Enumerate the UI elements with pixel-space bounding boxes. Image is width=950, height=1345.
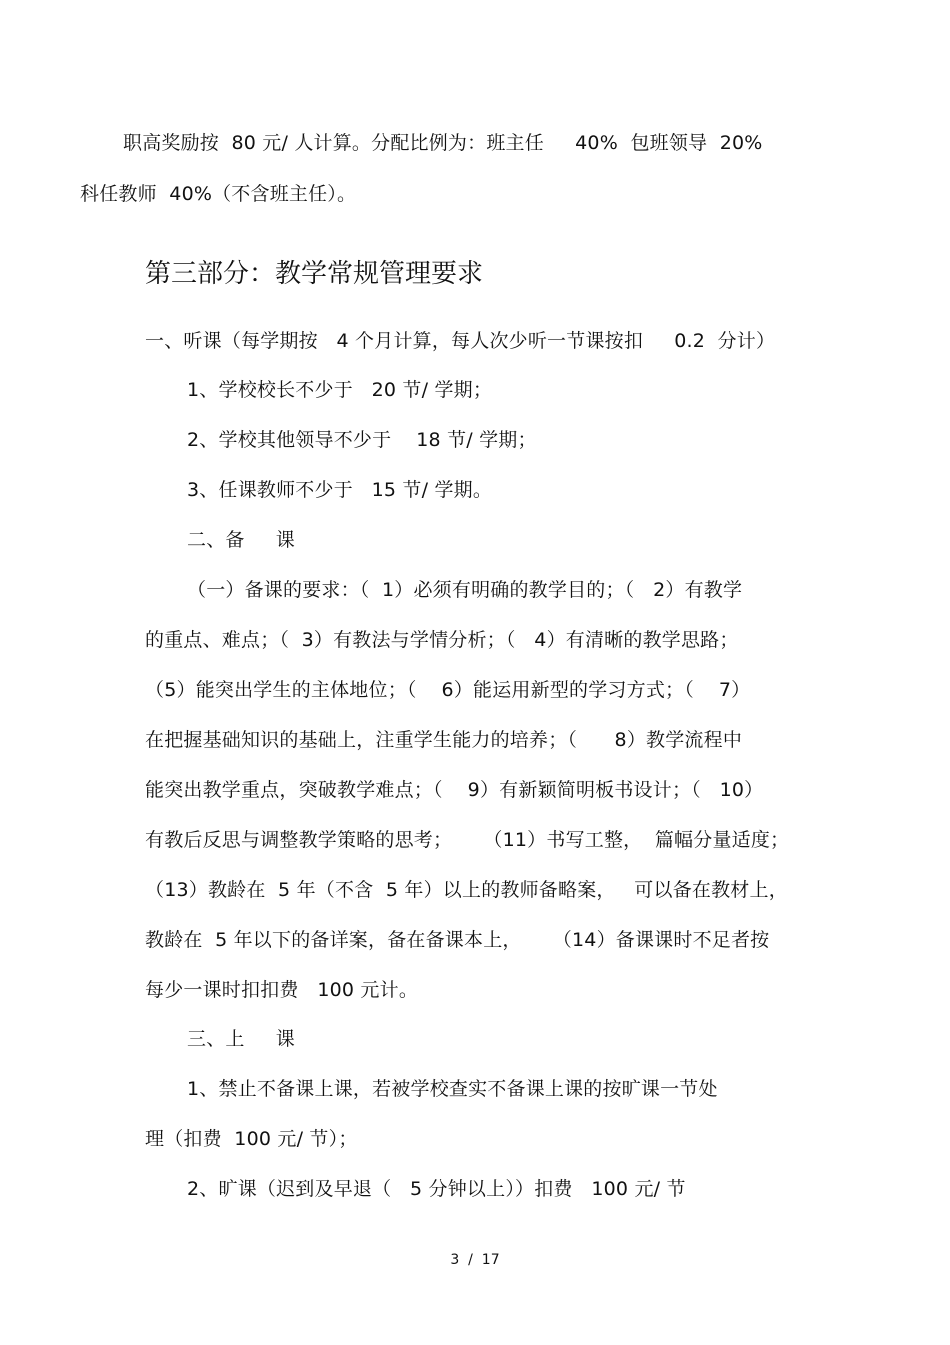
beike-line-4: 在把握基础知识的基础上，注重学生能力的培养；（ 8）教学流程中 xyxy=(145,729,743,751)
tingke-item-1: 1、学校校长不少于 20 节/ 学期； xyxy=(187,379,493,401)
beike-line-1: （一）备课的要求：（ 1）必须有明确的教学目的；（ 2）有教学 xyxy=(187,579,743,601)
beike-header: 二、备 课 xyxy=(187,529,295,551)
beike-line-8: 教龄在 5 年以下的备详案，备在备课本上， （14）备课课时不足者按 xyxy=(145,929,770,951)
tingke-header: 一、听课（每学期按 4 个月计算，每人次少听一节课按扣 0.2 分计） xyxy=(145,330,776,352)
beike-line-2: 的重点、难点；（ 3）有教法与学情分析；（ 4）有清晰的教学思路； xyxy=(145,629,739,651)
page-number: 3 / 17 xyxy=(450,1252,500,1268)
tingke-item-3: 3、任课教师不少于 15 节/ 学期。 xyxy=(187,479,493,501)
tingke-item-2: 2、学校其他领导不少于 18 节/ 学期； xyxy=(187,429,537,451)
beike-line-6: 有教后反思与调整教学策略的思考； （11）书写工整， 篇幅分量适度； xyxy=(145,829,790,851)
shangke-line-2: 理（扣费 100 元/ 节）； xyxy=(145,1128,358,1150)
beike-line-3: （5）能突出学生的主体地位；（ 6）能运用新型的学习方式；（ 7） xyxy=(145,679,751,701)
intro-line-2: 科任教师 40%（不含班主任）。 xyxy=(80,183,357,205)
intro-line-1: 职高奖励按 80 元/ 人计算。分配比例为：班主任 40% 包班领导 20% xyxy=(123,132,763,154)
beike-line-9: 每少一课时扣扣费 100 元计。 xyxy=(145,979,419,1001)
shangke-line-3: 2、旷课（迟到及早退（ 5 分钟以上））扣费 100 元/ 节 xyxy=(187,1178,686,1200)
section-title: 第三部分：教学常规管理要求 xyxy=(145,259,484,289)
shangke-line-1: 1、禁止不备课上课，若被学校查实不备课上课的按旷课一节处 xyxy=(187,1078,718,1100)
beike-line-7: （13）教龄在 5 年（不含 5 年）以上的教师备略案， 可以备在教材上， xyxy=(145,879,788,901)
beike-line-5: 能突出教学重点，突破教学难点；（ 9）有新颖简明板书设计；（ 10） xyxy=(145,779,764,801)
shangke-header: 三、上 课 xyxy=(187,1028,295,1050)
